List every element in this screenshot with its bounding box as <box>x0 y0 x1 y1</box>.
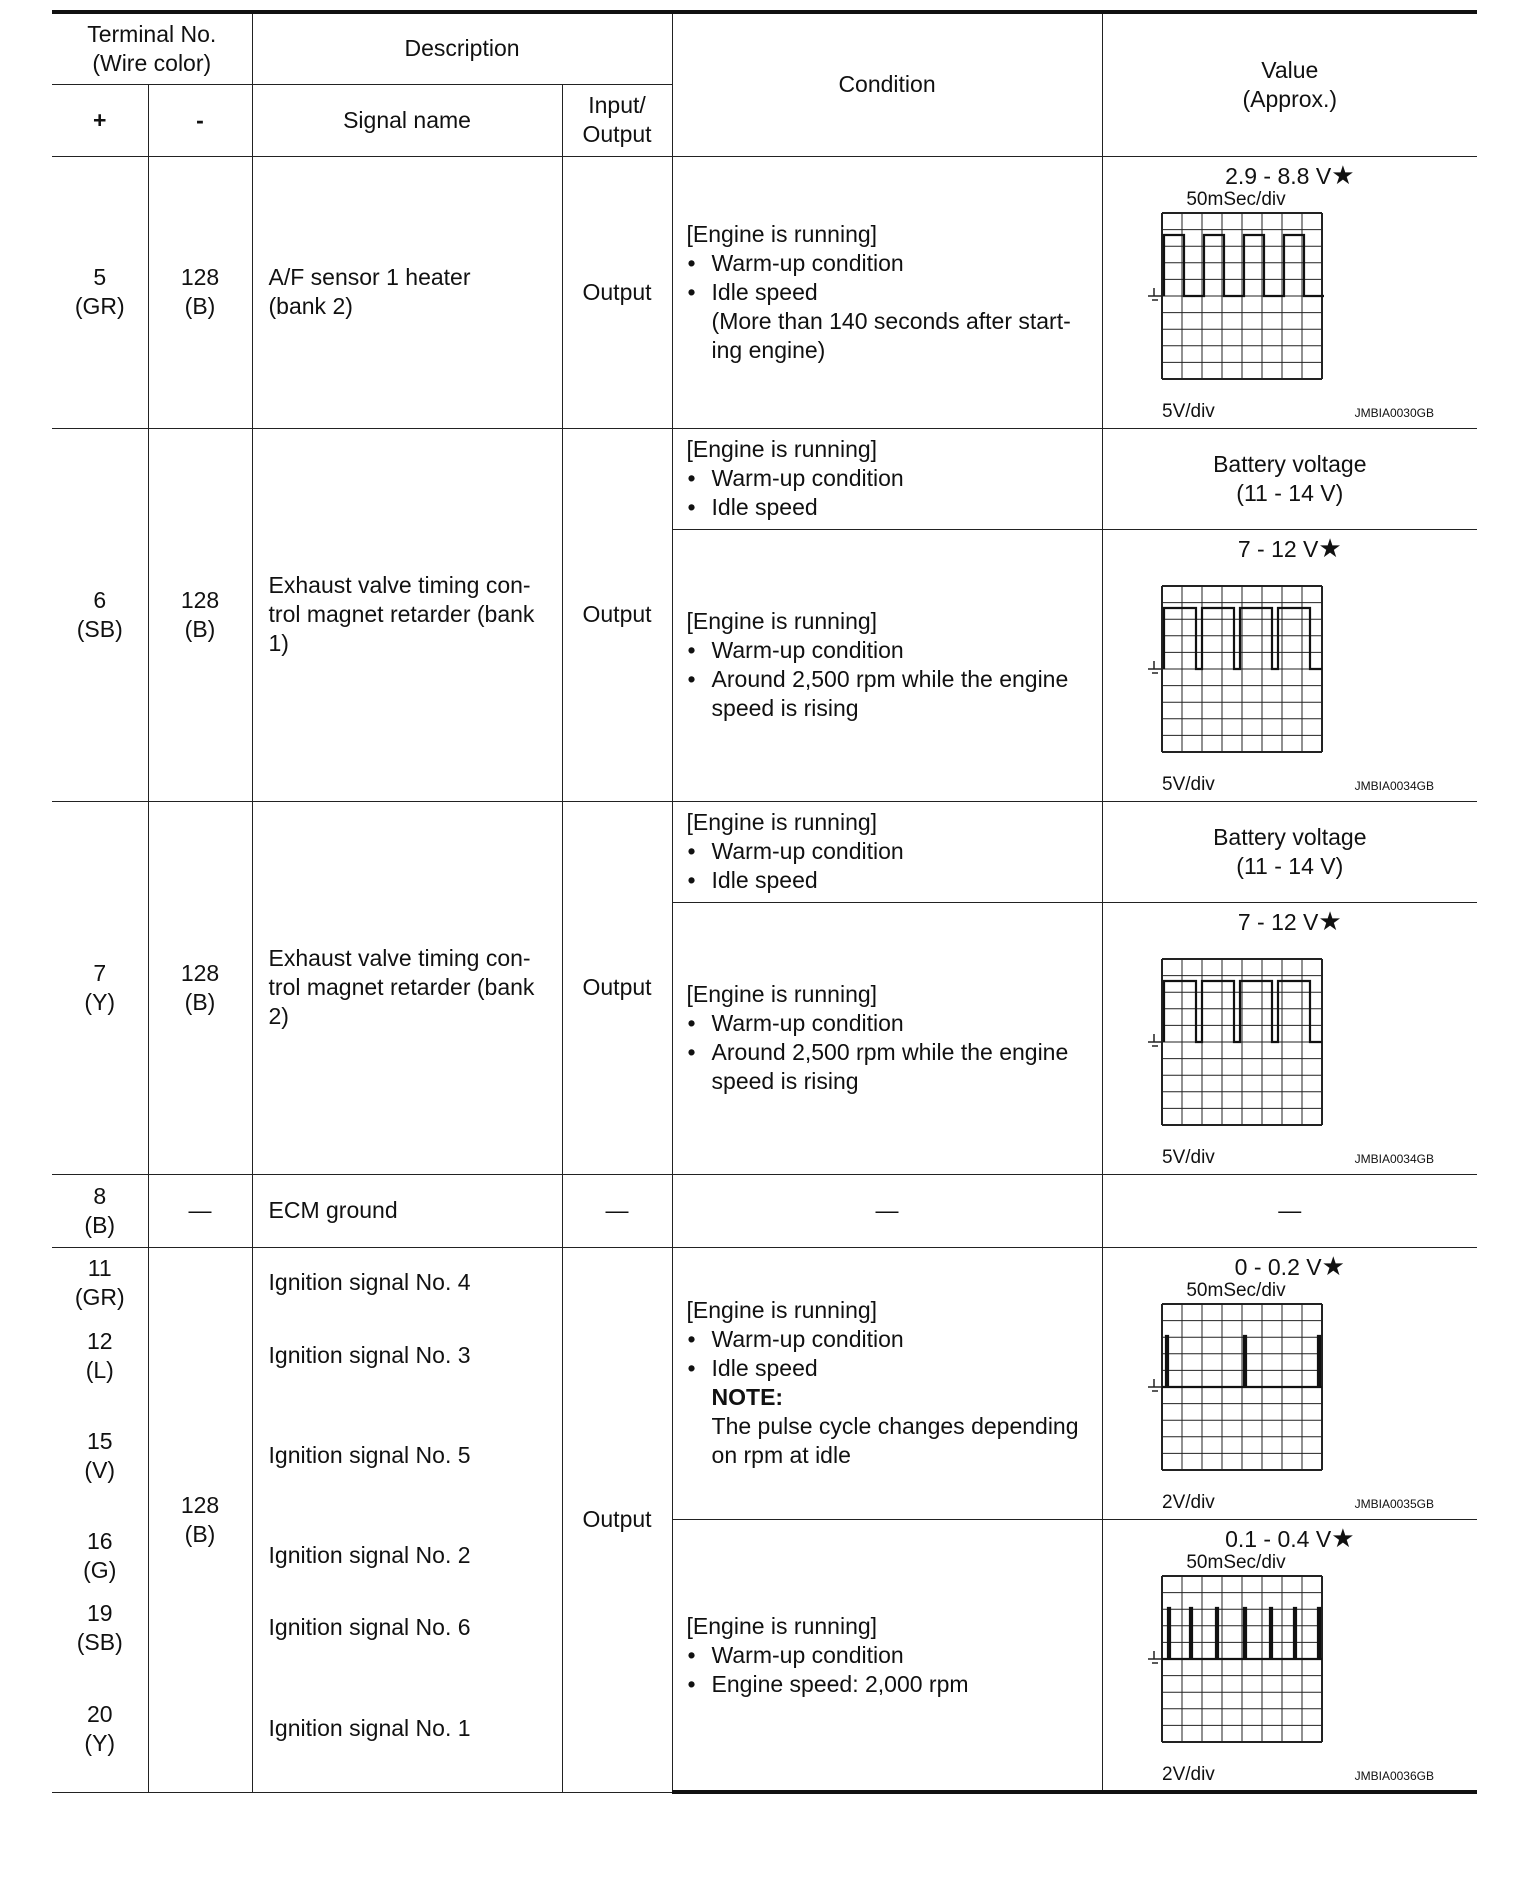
value-text: 0 - 0.2 V★ <box>1234 1251 1345 1282</box>
minus-terminal-cell: 128 (B) <box>148 156 252 428</box>
table-row <box>52 156 1477 428</box>
ground-icon <box>1148 1651 1162 1663</box>
ecm-terminal-table <box>52 10 1477 1794</box>
table-row <box>52 801 1477 902</box>
value-cell <box>1102 156 1477 428</box>
oscilloscope-waveform <box>1140 937 1440 1169</box>
timebase-label: 50mSec/div <box>1186 1282 1286 1302</box>
plus-header: + <box>52 84 148 156</box>
oscilloscope-waveform <box>1140 191 1440 423</box>
table-row <box>52 428 1477 529</box>
signal-name-cell: Exhaust valve timing con- trol magnet retarder (bank 2) <box>252 801 562 1174</box>
signal-name-header: Signal name <box>252 84 562 156</box>
star-icon: ★ <box>1318 906 1342 936</box>
minus-terminal-cell: — <box>148 1174 252 1247</box>
scope-grid <box>1162 586 1322 752</box>
volts-per-div-label: 2V/div <box>1161 1764 1215 1785</box>
condition-cell: [Engine is running] • Warm-up condition • Around 2,500 rpm while the engine speed is rising <box>672 529 1102 801</box>
timebase-label: 50mSec/div <box>1186 191 1286 210</box>
star-icon: ★ <box>1331 160 1355 190</box>
star-icon: ★ <box>1318 533 1342 563</box>
ground-icon <box>1148 288 1162 300</box>
condition-cell: — <box>672 1174 1102 1247</box>
terminal-header: Terminal No. (Wire color) <box>52 12 252 84</box>
minus-terminal-cell: 128 (B) <box>148 428 252 801</box>
io-cell: Output <box>562 428 672 801</box>
star-icon: ★ <box>1331 1523 1355 1553</box>
condition-cell: [Engine is running] • Warm-up condition • Engine speed: 2,000 rpm <box>672 1520 1102 1793</box>
io-cell: Output <box>562 801 672 1174</box>
io-cell: Output <box>562 1247 672 1792</box>
value-cell <box>1102 1520 1477 1793</box>
ground-icon <box>1148 1379 1162 1391</box>
figure-code-label: JMBIA0030GB <box>1354 406 1434 420</box>
ground-icon <box>1148 1034 1162 1046</box>
waveform-trace <box>1164 981 1322 1042</box>
oscilloscope-waveform <box>1140 1282 1440 1514</box>
value-cell <box>1102 529 1477 801</box>
plus-terminal-cell: 6 (SB) <box>52 428 148 801</box>
table-row <box>52 1247 1477 1520</box>
condition-header: Condition <box>672 12 1102 156</box>
io-cell: Output <box>562 156 672 428</box>
value-cell: Battery voltage (11 - 14 V) <box>1102 428 1477 529</box>
condition-cell: [Engine is running] • Warm-up condition • Idle speed NOTE: The pulse cycle changes depending on rpm at idle <box>672 1247 1102 1520</box>
figure-code-label: JMBIA0036GB <box>1354 1769 1434 1783</box>
scope-grid <box>1162 959 1322 1125</box>
plus-terminal-cell: 7 (Y) <box>52 801 148 1174</box>
plus-terminal-cell: 11 (GR) 12 (L) 15 (V) 16 (G) 19 (SB) 20 (Y) <box>52 1247 148 1792</box>
value-cell <box>1102 902 1477 1174</box>
waveform-trace <box>1164 235 1324 296</box>
star-icon: ★ <box>1321 1251 1345 1282</box>
value-text: 7 - 12 V★ <box>1237 533 1342 563</box>
value-cell <box>1102 1247 1477 1520</box>
timebase-label: 50mSec/div <box>1186 1554 1286 1573</box>
oscilloscope-waveform <box>1140 1554 1440 1786</box>
plus-terminal-cell: 5 (GR) <box>52 156 148 428</box>
volts-per-div-label: 5V/div <box>1161 401 1215 422</box>
value-text: 0.1 - 0.4 V★ <box>1225 1523 1355 1553</box>
minus-terminal-cell: 128 (B) <box>148 1247 252 1792</box>
volts-per-div-label: 2V/div <box>1161 1492 1215 1514</box>
value-text: 7 - 12 V★ <box>1237 906 1342 936</box>
minus-header: - <box>148 84 252 156</box>
waveform-trace <box>1164 608 1322 669</box>
value-text: 2.9 - 8.8 V★ <box>1225 160 1355 190</box>
condition-cell: [Engine is running] • Warm-up condition • Idle speed <box>672 428 1102 529</box>
ground-icon <box>1148 661 1162 673</box>
terminal-table-page <box>52 10 1477 1794</box>
signal-name-cell: A/F sensor 1 heater (bank 2) <box>252 156 562 428</box>
volts-per-div-label: 5V/div <box>1161 774 1215 795</box>
value-cell: — <box>1102 1174 1477 1247</box>
io-header: Input/ Output <box>562 84 672 156</box>
signal-name-cell: Exhaust valve timing con- trol magnet retarder (bank 1) <box>252 428 562 801</box>
value-cell: Battery voltage (11 - 14 V) <box>1102 801 1477 902</box>
description-header: Description <box>252 12 672 84</box>
signal-name-cell: Ignition signal No. 4 Ignition signal No. 3 Ignition signal No. 5 Ignition signal No. 2 Ignition signal No. 6 Ignition signal No. 1 <box>252 1247 562 1792</box>
signal-name-cell: ECM ground <box>252 1174 562 1247</box>
condition-cell: [Engine is running] • Warm-up condition • Around 2,500 rpm while the engine speed is rising <box>672 902 1102 1174</box>
table-row <box>52 1174 1477 1247</box>
condition-cell: [Engine is running] • Warm-up condition • Idle speed (More than 140 seconds after start- ing engine) <box>672 156 1102 428</box>
io-cell: — <box>562 1174 672 1247</box>
value-header: Value (Approx.) <box>1102 12 1477 156</box>
oscilloscope-waveform <box>1140 564 1440 796</box>
minus-terminal-cell: 128 (B) <box>148 801 252 1174</box>
plus-terminal-cell: 8 (B) <box>52 1174 148 1247</box>
volts-per-div-label: 5V/div <box>1161 1147 1215 1168</box>
figure-code-label: JMBIA0034GB <box>1354 779 1434 793</box>
figure-code-label: JMBIA0034GB <box>1354 1152 1434 1166</box>
figure-code-label: JMBIA0035GB <box>1354 1497 1434 1512</box>
condition-cell: [Engine is running] • Warm-up condition • Idle speed <box>672 801 1102 902</box>
